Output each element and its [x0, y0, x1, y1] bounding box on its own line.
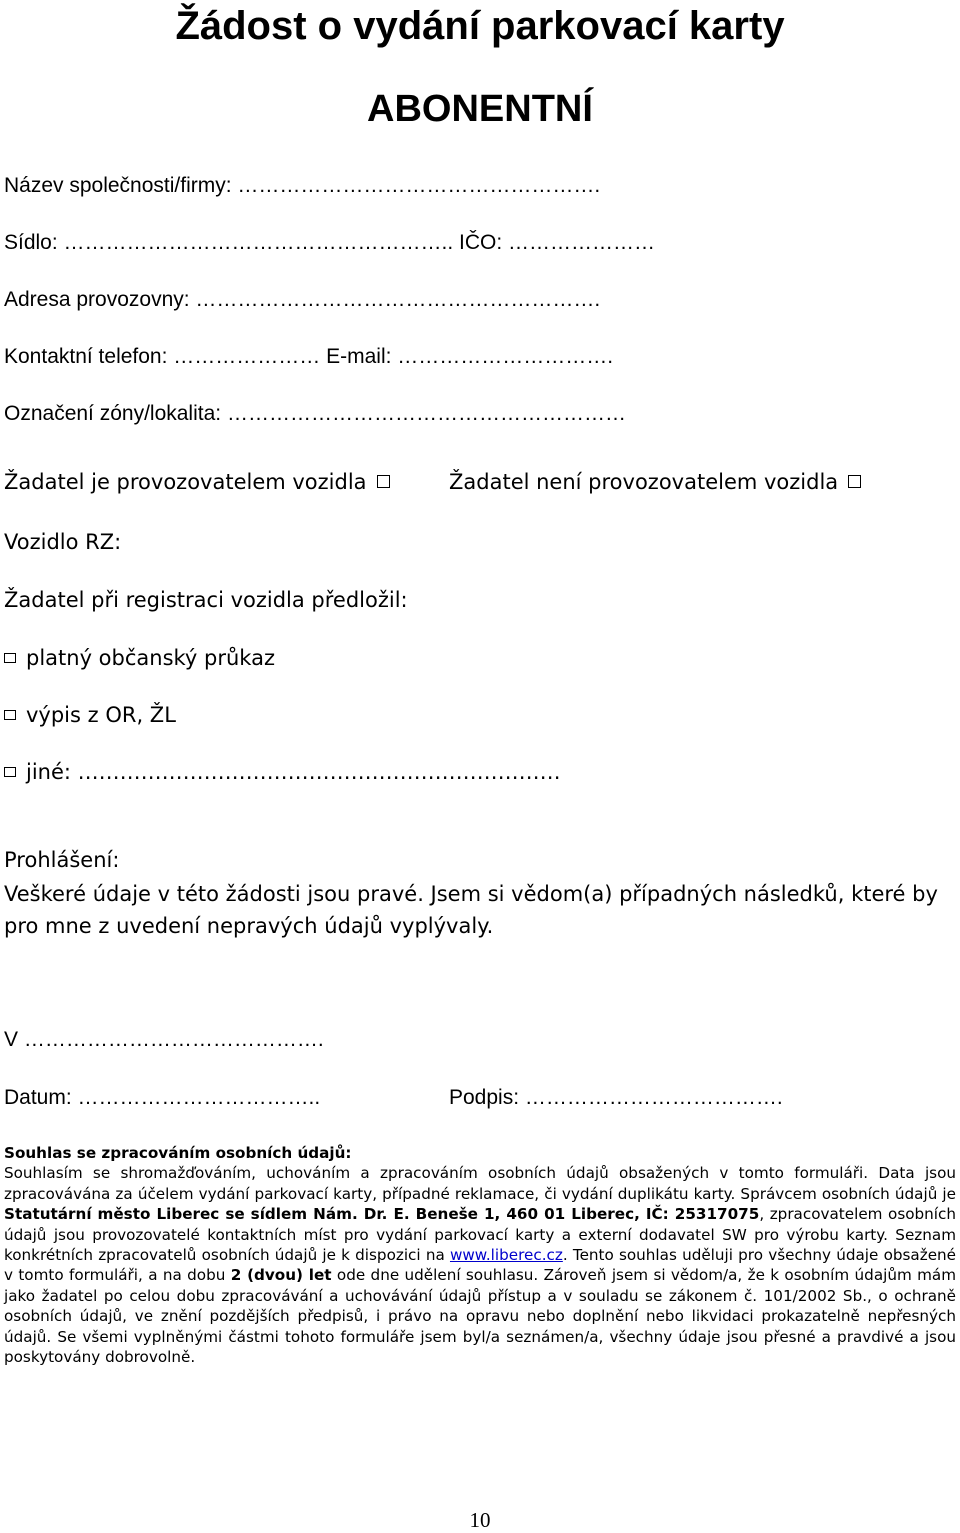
consent-text: [4, 1163, 956, 1367]
declaration-heading: Prohlášení:: [4, 848, 120, 872]
consent-text-part1: Souhlasím se shromažďováním, uchováním a zpracováním osobních údajů obsažených v tomto formuláři. Data jsou zpracovávána za účelem vydání parkovací karty, případné reklamace, či vydání duplikátu karty. Správcem osobních údajů je: [4, 1164, 956, 1203]
is-operator-option[interactable]: [4, 470, 390, 494]
zone-field[interactable]: Označení zóny/lokalita: …………………………………………………: [4, 402, 626, 425]
phone-email-field[interactable]: Kontaktní telefon: ………………… E-mail: ………………………….: [4, 345, 614, 368]
presented-documents-label: Žadatel při registraci vozidla předložil:: [4, 588, 408, 612]
trade-register-checkbox[interactable]: [4, 710, 16, 720]
id-card-checkbox[interactable]: [4, 653, 16, 663]
page-number: 10: [469, 1508, 491, 1532]
liberec-link[interactable]: www.liberec.cz: [449, 1246, 563, 1265]
form-title: Žádost o vydání parkovací karty: [175, 4, 785, 48]
consent-text-part2: , zpracovatelem osobních údajů jsou provozovatelé kontaktních míst pro vydání parkovací karty a externí dodavatel SW pro výrobu karty. Seznam konkrétních zpracovatelů osobních údajů je k dispozici na: [4, 1205, 956, 1265]
consent-heading: Souhlas se zpracováním osobních údajů:: [4, 1144, 352, 1162]
not-operator-option[interactable]: [449, 470, 861, 494]
other-document-option[interactable]: [4, 760, 561, 784]
trade-register-label: výpis z OR, ŽL: [26, 703, 176, 727]
consent-text-part4: ode dne udělení souhlasu. Zároveň jsem si vědom/a, že k osobním údajům mám jako žadatel po celou dobu zpracovávání a uchovávání údajů přístup a v souladu se zákonem č. 101/2002 Sb., o ochraně osobních údajů, ve znění pozdějších předpisů, i právo na opravu nebo doplnění nebo likvidaci prokazatelně nepřesných údajů. Se všemi vyplněnými částmi tohoto formuláře jsem byl/a seznámen/a, všechny údaje jsou přesné a pravdivé a jsou poskytovány dobrovolně.: [4, 1266, 957, 1367]
id-card-option[interactable]: [4, 646, 275, 670]
form-subtitle: ABONENTNÍ: [367, 88, 593, 130]
other-document-label: jiné: ……………………………………………………………: [26, 760, 561, 784]
trade-register-option[interactable]: [4, 703, 176, 727]
signature-field[interactable]: Podpis: ……………………………….: [449, 1086, 783, 1109]
date-field[interactable]: Datum: ……………………………..: [4, 1086, 321, 1109]
company-field[interactable]: Název společnosti/firmy: …………………………………………….: [4, 174, 601, 197]
controller-name: Statutární město Liberec se sídlem Nám. Dr. E. Beneše 1, 460 01 Liberec, IČ: 25317075: [4, 1205, 760, 1224]
operation-address-field[interactable]: Adresa provozovny: ………………………………………………….: [4, 288, 601, 311]
is-operator-checkbox[interactable]: [377, 475, 390, 488]
is-operator-label: Žadatel je provozovatelem vozidla: [4, 470, 367, 494]
consent-text-part3: . Tento souhlas uděluji pro všechny údaje obsažené v tomto formuláři, a na dobu: [4, 1246, 957, 1285]
not-operator-checkbox[interactable]: [848, 475, 861, 488]
not-operator-label: Žadatel není provozovatelem vozidla: [449, 470, 839, 494]
consent-section: [4, 1143, 956, 1367]
id-card-label: platný občanský průkaz: [26, 646, 275, 670]
declaration-text: Veškeré údaje v této žádosti jsou pravé. Jsem si vědom(a) případných následků, které by pro mne z uvedení nepravých údajů vyplývaly.: [4, 882, 938, 938]
consent-duration: 2 (dvou) let: [230, 1266, 332, 1285]
seat-ico-field[interactable]: Sídlo: ……………………………………………….. IČO: …………………: [4, 231, 656, 254]
vehicle-plate-field[interactable]: Vozidlo RZ:: [4, 530, 122, 554]
other-document-checkbox[interactable]: [4, 767, 16, 777]
place-field[interactable]: V …………………………………….: [4, 1028, 324, 1051]
